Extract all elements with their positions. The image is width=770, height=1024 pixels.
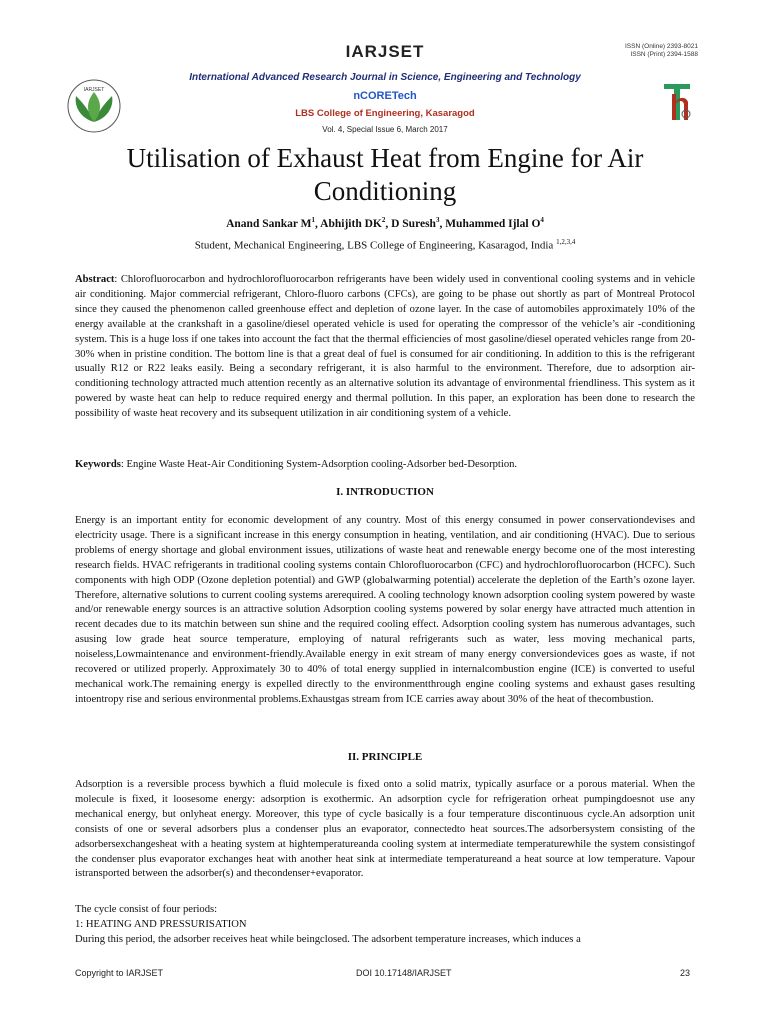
- conference-name: nCORETech: [353, 90, 417, 102]
- issn-online: ISSN (Online) 2393-8021: [625, 43, 698, 50]
- author-sup: 2: [381, 216, 386, 224]
- issn-print: ISSN (Print) 2394-1588: [630, 51, 698, 58]
- author-name: D Suresh: [391, 217, 436, 230]
- author-name: Muhammed Ijlal O: [445, 217, 541, 230]
- section-heading-principle: II. PRINCIPLE: [347, 751, 423, 763]
- page-number: 23: [680, 968, 691, 978]
- cycle-step-heading: 1: HEATING AND PRESSURISATION: [75, 919, 247, 930]
- author-list: Anand Sankar $M^1$, Abhijith $DK^2$, D Suresh$^3$, Muhammed Ijlal $O^4$: [226, 216, 544, 230]
- section-text-introduction: Energy is an important entity for economic development of any country. Most of this energy consumed in power conservationdevises and electricity usage. There is a significant increase in this energy consumption in heating, ventilation, and air conditioning (HVAC). Due to serious problems of energy shortage and global environment issues, utilizations of waste heat and renewable energy become one of the most interesting research fields. HVAC refrigerants in traditional cooling systems contain Chlorofluorocarbon (CFC) and hydrochlorofluorocarbon (HCFC). Such components with high ODP (Ozone depletion potential) and GWP (globalwarming potential) accelerate the depletion of the Earth’s ozone layer. Therefore, alternative solutions to current cooling systems arerequired. A cooling technology known adsorption cooling system powered by waste and/or renewable energy sources is an attractive solution Adsorption cooling systems powered by solar energy have attracted much attention in recent decades due to its matchin between sun shine and the required cooling effect. Adsorption cooling system has numerous advantages, such asusing low grade heat source temperature, employing of natural refrigerants such as water, less moving mechanical parts, noiseless,Lowmaintenance and environment-friendly.Available energy in exit stream of many energy conversiondevices goes as waste, if not recovered or utilized properly. Approximately 30 to 40% of total energy supplied in internalcombustion engine (ICE) is converted to useful mechanical work.The remaining energy is expelled directly to the environmentthrough engine cooling systems and exhaust gases resulting intoentropy rise and serious environmental problems.Exhaustgas stream from ICE carries away about 30% of the heat of thecombustion.: [75, 515, 695, 705]
- abstract-text: Chlorofluorocarbon and hydrochlorofluorocarbon refrigerants have been widely used in conventional cooling systems and in vehicle air conditioning. Major commercial refrigerant, Chloro-fluoro carbons (CFCs), are going to be phase out shortly as part of Montreal Protocol since they caused the phenomenon called greenhouse effect and depletion of ozone layer. In the case of automobiles approximately 10% of the energy available at the crankshaft in a gasoline/diesel operated vehicle is used for operating the compressor of the vehicle’s air -conditioning system. This is a huge loss if one takes into account the fact that the thermal efficiencies of most gasoline/diesel operated vehicles range from 20-30% when in pristine condition. The bottom line is that a great deal of fuel is consumed for air conditioning. In addition to this is the refrigerant usually R12 or R22 leaks easily. Being a secondary refrigerant, it is also harmful to the environment. Therefore, due to adsorption air-conditioning technology attracted much attention recently as an alternative solution its advantage of environmental friendliness. This system as it powered by waste heat can help to reduce required energy and thermal pollution. In this paper, an exploration has been done to research the possibility of waste heat recovery and its subsequent utilization in air conditioning system of a vehicle.: [75, 274, 696, 420]
- college-name: LBS College of Engineering, Kasaragod: [295, 108, 475, 119]
- keywords: Keywords: Engine Waste Heat-Air Conditioning System-Adsorption cooling-Adsorber bed-Desorption.: [75, 459, 518, 470]
- footer-copyright: Copyright to IARJSET: [75, 968, 164, 978]
- author-sup: 1: [311, 216, 316, 224]
- affiliation: [60, 238, 710, 252]
- section-text-principle: Adsorption is a reversible process bywhich a fluid molecule is fixed onto a solid matrix, typically asurface or a porous material. When the molecule is fixed, it loosesome energy: adsorption is exothermic. An adsorption cycle for refrigeration orheat pumpingdoesnot use any mechanical energy, but onlyheat energy. Moreover, this type of cycle basically is a four temperature discontinuous cycle.An adsorption unit consists of one or several adsorbers plus a condenser plus an evaporator, connectedto heat sources.The adsorbersystem consisting of the adsorbersexchangesheat with a heating system at hightemperatureanda cooling system at intermediate temperaturewhile the system consistingof the condenser plus evaporator exchanges heat with another heat sink at intermediate temperatureand a heat source at low temperature. Vapour istransported between the adsorber(s) and thecondenser+evaporator.: [75, 779, 695, 880]
- issn-block: [625, 43, 698, 59]
- section-heading-introduction: I. INTRODUCTION: [336, 486, 434, 498]
- cycle-intro: The cycle consist of four periods:: [75, 904, 218, 915]
- keywords-label: Keywords: [75, 459, 121, 470]
- cycle-step-text: During this period, the adsorber receives heat while beingclosed. The adsorbent temperature increases, which induces a: [75, 934, 581, 945]
- affiliation-sup: 1,2,3,4: [556, 238, 576, 246]
- affiliation-text: Student, Mechanical Engineering, LBS College of Engineering, Kasaragod, India: [194, 239, 554, 252]
- author-sup: 4: [540, 216, 544, 224]
- conference-logo-icon: [660, 80, 696, 126]
- author-sup: 3: [435, 216, 440, 224]
- footer-doi: DOI 10.17148/IARJSET: [356, 968, 452, 978]
- journal-name: IARJSET: [345, 42, 425, 61]
- logo-left-text: IARJSET: [83, 87, 105, 93]
- author-name: Abhijith DK: [320, 217, 382, 230]
- abstract-label: Abstract: [75, 274, 115, 285]
- author-name: Anand Sankar M: [226, 217, 312, 230]
- abstract: Abstract: Chlorofluorocarbon and hydrochlorofluorocarbon refrigerants have been widely used in conventional cooling systems and in vehicle air conditioning. Major commercial refrigerant, Chloro-fluoro carbons (CFCs), are going to be phase out shortly as part of Montreal Protocol since they caused the phenomenon called greenhouse effect and depletion of ozone layer. In the case of automobiles approximately 10% of the energy available at the crankshaft in a gasoline/diesel operated vehicle is used for operating the compressor of the vehicle’s air -conditioning system. This is a huge loss if one takes into account the fact that the thermal efficiencies of most gasoline/diesel operated vehicles range from 20-30% when in pristine condition. The bottom line is that a great deal of fuel is consumed for air conditioning. In addition to this is the refrigerant usually R12 or R22 leaks easily. Being a secondary refrigerant, it is also harmful to the environment. Therefore, due to adsorption air-conditioning technology attracted much attention recently as an alternative solution its advantage of environmental friendliness. This system as it powered by waste heat can help to reduce required energy and thermal pollution. In this paper, an exploration has been done to research the possibility of waste heat recovery and its subsequent utilization in air conditioning system of a vehicle.: [75, 274, 696, 420]
- keywords-text: Engine Waste Heat-Air Conditioning System-Adsorption cooling-Adsorber bed-Desorption.: [126, 459, 518, 470]
- journal-full-name: International Advanced Research Journal in Science, Engineering and Technology: [189, 72, 581, 83]
- paper-title: Utilisation of Exhaust Heat from Engine for Air Conditioning: [126, 143, 644, 206]
- volume-info: Vol. 4, Special Issue 6, March 2017: [322, 125, 448, 134]
